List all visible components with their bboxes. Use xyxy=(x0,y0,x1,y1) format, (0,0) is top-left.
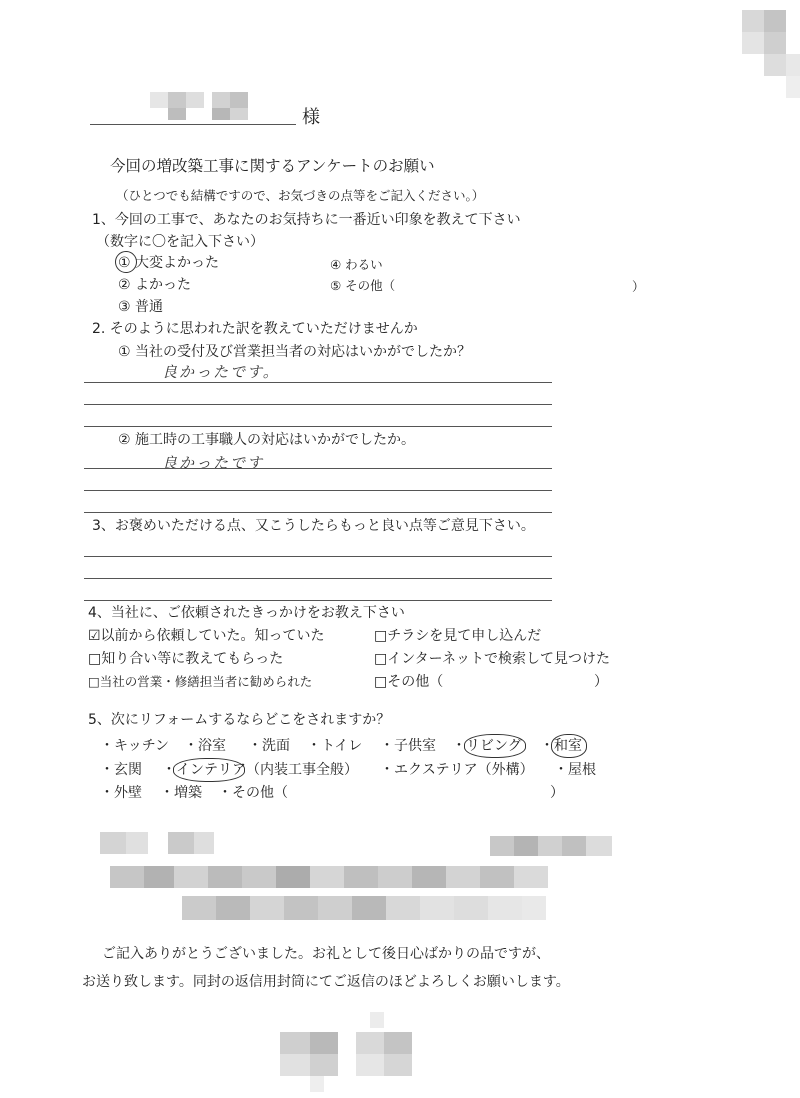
q1-option-5[interactable]: ⑤ その他（ xyxy=(330,278,396,293)
answer-line-2-2a xyxy=(84,468,552,469)
honorific: 様 xyxy=(302,107,320,128)
question-2-sub-1: ① 当社の受付及び営業担当者の対応はいかがでしたか？ xyxy=(118,344,471,360)
answer-line-3a xyxy=(84,556,552,557)
q5-option-other[interactable]: ・その他（ xyxy=(218,785,288,801)
page-title: 今回の増改築工事に関するアンケートのお願い xyxy=(110,157,435,175)
question-5: 5、次にリフォームするならどこをされますか？ xyxy=(88,712,391,728)
q4-option-2[interactable]: □チラシを見て申し込んだ xyxy=(374,628,542,644)
question-2-sub-2: ② 施工時の工事職人の対応はいかがでしたか。 xyxy=(118,432,415,448)
q5-option-entrance[interactable]: ・玄関 xyxy=(100,762,142,778)
answer-line-2-1a xyxy=(84,382,552,383)
question-2: 2. そのように思われた訳を教えていただけませんか xyxy=(92,321,418,337)
answer-line-2-2c xyxy=(84,512,552,513)
q5-option-japanese-room[interactable]: ・和室 xyxy=(540,738,582,754)
q5-option-bath[interactable]: ・浴室 xyxy=(184,738,226,754)
answer-2-1[interactable]: 良かったです。 xyxy=(162,363,280,381)
question-3: 3、お褒めいただける点、又こうしたらもっと良い点等ご意見下さい。 xyxy=(92,518,535,534)
answer-2-2[interactable]: 良かったです xyxy=(162,454,265,472)
answer-line-3c xyxy=(84,600,552,601)
q4-option-6-close: ） xyxy=(594,674,608,690)
q4-option-6[interactable]: □その他（ xyxy=(374,674,444,690)
q5-option-roof[interactable]: ・屋根 xyxy=(554,762,596,778)
redaction-bottom xyxy=(280,1012,430,1096)
q5-option-toilet[interactable]: ・トイレ xyxy=(307,738,363,754)
question-1: 1、今回の工事で、あなたのお気持ちに一番近い印象を教えて下さい xyxy=(92,212,521,228)
q1-option-4[interactable]: ④ わるい xyxy=(330,257,383,272)
answer-line-2-1c xyxy=(84,426,552,427)
question-4: 4、当社に、ご依頼されたきっかけをお教え下さい xyxy=(88,605,405,621)
q4-option-5[interactable]: □当社の営業・修繕担当者に勧められた xyxy=(88,674,313,689)
q4-option-3[interactable]: □知り合い等に教えてもらった xyxy=(88,651,284,667)
answer-line-2-2b xyxy=(84,490,552,491)
redacted-name xyxy=(150,88,270,122)
q5-option-washroom[interactable]: ・洗面 xyxy=(248,738,290,754)
q5-option-living[interactable]: ・リビング xyxy=(452,738,522,754)
question-1-note: （数字に〇を記入下さい） xyxy=(96,234,264,250)
q1-option-2[interactable]: ② よかった xyxy=(118,277,192,293)
q1-option-5-close: ） xyxy=(632,279,645,294)
name-underline xyxy=(90,124,296,125)
footer-line-1: ご記入ありがとうございました。お礼として後日心ばかりの品ですが、 xyxy=(102,946,550,962)
q5-option-other-close: ） xyxy=(550,785,564,801)
q1-option-3[interactable]: ③ 普通 xyxy=(118,299,164,315)
q5-option-outer-wall[interactable]: ・外壁 xyxy=(100,785,142,801)
intro-text: （ひとつでも結構ですので、お気づきの点等をご記入ください。） xyxy=(116,188,485,203)
answer-line-2-1b xyxy=(84,404,552,405)
answer-line-3b xyxy=(84,578,552,579)
q4-option-1[interactable]: ☑以前から依頼していた。知っていた xyxy=(88,628,325,644)
q5-option-extension[interactable]: ・増築 xyxy=(160,785,202,801)
q4-option-4[interactable]: □インターネットで検索して見つけた xyxy=(374,651,610,667)
redacted-company-info xyxy=(96,826,616,926)
q5-option-kitchen[interactable]: ・キッチン xyxy=(100,738,170,754)
q5-option-exterior[interactable]: ・エクステリア（外構） xyxy=(380,762,534,778)
q5-option-interior[interactable]: ・インテリア（内装工事全般） xyxy=(162,762,358,778)
redaction-top-right xyxy=(730,0,800,100)
q1-option-1[interactable]: ① 大変よかった xyxy=(118,255,220,271)
q5-option-kids-room[interactable]: ・子供室 xyxy=(380,738,436,754)
footer-line-2: お送り致します。同封の返信用封筒にてご返信のほどよろしくお願いします。 xyxy=(82,974,570,990)
